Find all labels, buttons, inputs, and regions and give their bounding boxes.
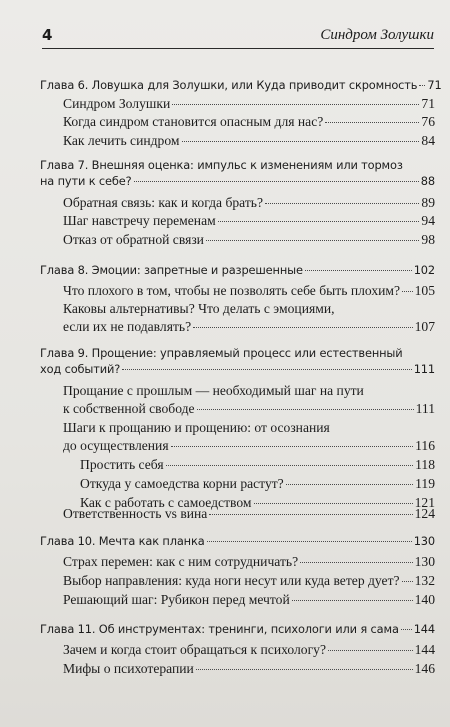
running-title: Синдром Золушки [320,27,434,43]
page-ref: 71 [427,78,442,92]
section-title: Мифы о психотерапии [63,661,194,676]
section-title: Как с работать с самоедством [80,495,252,510]
section-title: Обратная связь: как и когда брать? [63,195,264,210]
section-title: Ответственность vs вина [63,506,208,521]
toc-section[interactable] [63,592,435,608]
page-ref: 124 [414,506,435,521]
dot-leader [209,514,412,515]
toc-section[interactable] [63,420,435,454]
chapter-title: Глава 6. Ловушка для Золушки, или Куда приводит скромность [40,78,418,92]
toc-chapter-6-sections [53,94,435,150]
toc-subsection[interactable] [80,457,435,473]
toc-section[interactable] [63,213,435,229]
page-ref: 121 [414,495,435,510]
page-ref: 132 [414,573,435,588]
toc-section[interactable] [63,573,435,589]
toc-section[interactable] [63,383,435,417]
toc-chapter-9-sections-end [53,500,435,520]
page-ref: 89 [421,195,435,210]
dot-leader [134,181,419,182]
toc-section[interactable] [63,661,435,677]
dot-leader [218,221,420,222]
section-title: Решающий шаг: Рубикон перед мечтой [63,592,290,607]
page-ref: 116 [415,438,435,453]
toc-subsection[interactable] [80,476,435,492]
toc-section[interactable] [63,114,435,130]
page-ref: 105 [414,283,435,298]
dot-leader [196,669,413,670]
toc-section[interactable] [63,232,435,248]
page-ref: 88 [420,174,435,188]
dot-leader [182,141,420,142]
section-title: Страх перемен: как с ним сотрудничать? [63,554,299,569]
page-ref: 130 [414,554,435,569]
toc-section[interactable] [63,283,435,299]
chapter-title: Глава 11. Об инструментах: тренинги, психологи или я сама [40,622,399,636]
toc-chapter-7-sections [53,192,435,250]
section-title: Как лечить синдром [63,133,180,148]
section-title-line-1: Шаги к прощанию и прощению: от осознания [63,420,330,435]
chapter-title-line-1: Глава 9. Прощение: управляемый процесс или естественный [40,346,403,360]
dot-leader [401,629,412,630]
toc-chapter-7[interactable] [40,158,435,188]
dot-leader [300,562,412,563]
section-title-line-1: Каковы альтернативы? Что делать с эмоциями, [63,301,335,316]
page-ref: 144 [414,642,435,657]
chapter-title: Глава 8. Эмоции: запретные и разрешенные [40,263,303,277]
section-title-line-2: если их не подавлять? [63,319,192,334]
page-ref: 71 [421,96,435,111]
page-ref: 98 [421,232,435,247]
dot-leader [172,104,419,105]
page-ref: 111 [415,401,435,416]
page-ref: 84 [421,133,435,148]
dot-leader [197,409,414,410]
dot-leader [265,203,419,204]
dot-leader [171,446,414,447]
toc-chapter-6[interactable] [40,78,442,92]
section-title: Когда синдром становится опасным для нас? [63,114,324,129]
toc-section[interactable] [63,195,435,211]
dot-leader [402,581,413,582]
page-number: 4 [42,26,53,44]
toc-section[interactable] [63,642,435,658]
section-title: Шаг навстречу переменам [63,213,216,228]
chapter-title-line-1: Глава 7. Внешняя оценка: импульс к изменениям или тормоз [40,158,403,172]
section-title: Выбор направления: куда ноги несут или куда ветер дует? [63,573,400,588]
toc-section[interactable] [63,554,435,570]
toc-chapter-11[interactable] [40,622,435,636]
dot-leader [193,327,412,328]
toc-section[interactable] [63,133,435,149]
section-title: Синдром Золушки [63,96,171,111]
toc-chapter-8-sections [53,280,435,337]
page-ref: 107 [414,319,435,334]
toc-chapter-10[interactable] [40,534,435,548]
section-title: Что плохого в том, чтобы не позволять себе быть плохим? [63,283,401,298]
toc-chapter-8[interactable] [40,263,435,277]
toc-chapter-9[interactable] [40,346,435,376]
page-ref: 140 [414,592,435,607]
dot-leader [286,484,413,485]
page-ref: 146 [414,661,435,676]
dot-leader [325,122,419,123]
dot-leader [402,291,413,292]
page-ref: 111 [413,362,435,376]
page-ref: 130 [413,534,435,548]
dot-leader [292,600,413,601]
chapter-title-line-2: на пути к себе? [40,174,132,188]
toc-chapter-10-sections [53,551,435,611]
dot-leader [207,541,412,542]
toc-chapter-11-sections [53,639,435,681]
page-ref: 119 [415,476,435,491]
dot-leader [166,465,414,466]
section-title: Откуда у самоедства корни растут? [80,476,284,491]
section-title: Простить себя [80,457,164,472]
chapter-title-line-2: ход событий? [40,362,121,376]
section-title-line-2: к собственной свободе [63,401,195,416]
dot-leader [206,240,419,241]
page-header [42,26,434,49]
dot-leader [305,270,412,271]
dot-leader [328,650,413,651]
page-ref: 76 [421,114,435,129]
section-title-line-2: до осуществления [63,438,169,453]
toc-section[interactable] [63,301,435,335]
dot-leader [419,85,425,86]
chapter-title: Глава 10. Мечта как планка [40,534,205,548]
section-title: Зачем и когда стоит обращаться к психологу? [63,642,326,657]
page-ref: 118 [415,457,435,472]
dot-leader [122,369,412,370]
toc-section[interactable] [63,506,435,522]
toc-section[interactable] [63,96,435,112]
section-title-line-1: Прощание с прошлым — необходимый шаг на пути [63,383,364,398]
page-ref: 94 [421,213,435,228]
page-ref: 144 [413,622,435,636]
page-ref: 102 [413,263,435,277]
section-title: Отказ от обратной связи [63,232,204,247]
